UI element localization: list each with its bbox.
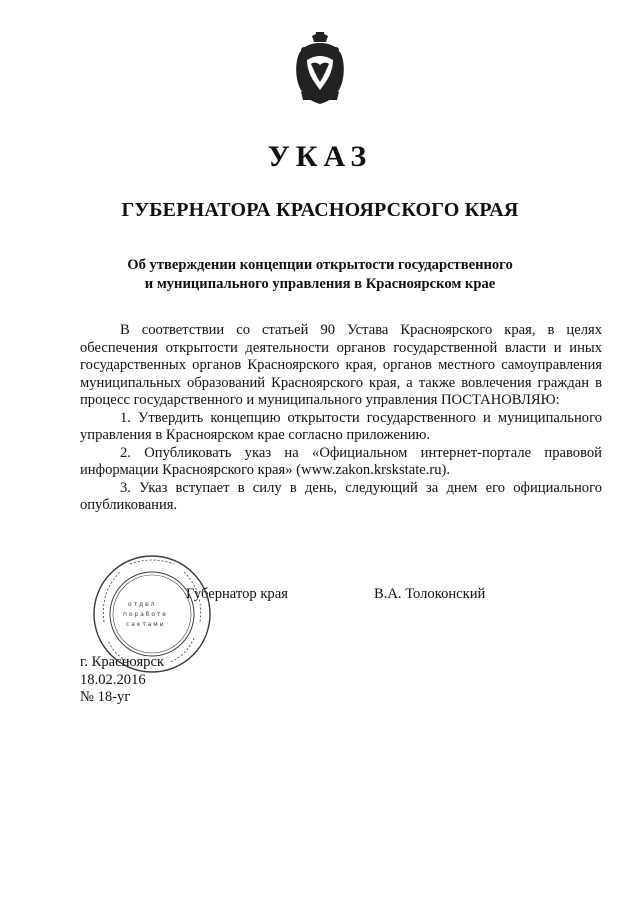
- document-issuer: ГУБЕРНАТОРА КРАСНОЯРСКОГО КРАЯ: [121, 199, 519, 221]
- clause-2: 2. Опубликовать указ на «Официальном интернет-портале правовой информации Красноярского края» (www.zakon.krskstate.ru).: [80, 444, 602, 478]
- heading-line: и муниципального управления в Красноярском крае: [144, 276, 496, 292]
- clause-3: 3. Указ вступает в силу в день, следующий за днем его официального опубликования.: [80, 479, 602, 513]
- signatory-name: В.А. Толоконский: [374, 586, 486, 602]
- coat-of-arms-icon: [293, 32, 347, 108]
- official-stamp: [90, 552, 214, 676]
- document-body: [80, 322, 602, 515]
- svg-text:п о р а б о т е: п о р а б о т е: [123, 611, 166, 618]
- clause-1: 1. Утвердить концепцию открытости государственного и муниципального управления в Красноярском крае согласно приложению.: [80, 409, 602, 443]
- document-date: 18.02.2016: [80, 671, 146, 688]
- document-place: г. Красноярск: [80, 654, 165, 670]
- document-title: УКАЗ: [267, 140, 373, 173]
- heading-line: Об утверждении концепции открытости государственного: [127, 257, 513, 273]
- document-heading: [0, 256, 640, 294]
- document-number: № 18-уг: [80, 689, 131, 705]
- svg-text:о т д е л: о т д е л: [128, 601, 155, 608]
- signatory-position: Губернатор края: [186, 586, 288, 602]
- preamble-paragraph: В соответствии со статьей 90 Устава Красноярского края, в целях обеспечения открытости деятельности органов государственной власти и иных государственных органов Красноярского края, органов местного самоуправления муниципальных образований Красноярского края, а также вовлечения граждан в процесс государственного и муниципального управления ПОСТАНОВЛЯЮ:: [80, 322, 602, 408]
- svg-text:с а к т а м и: с а к т а м и: [126, 621, 164, 628]
